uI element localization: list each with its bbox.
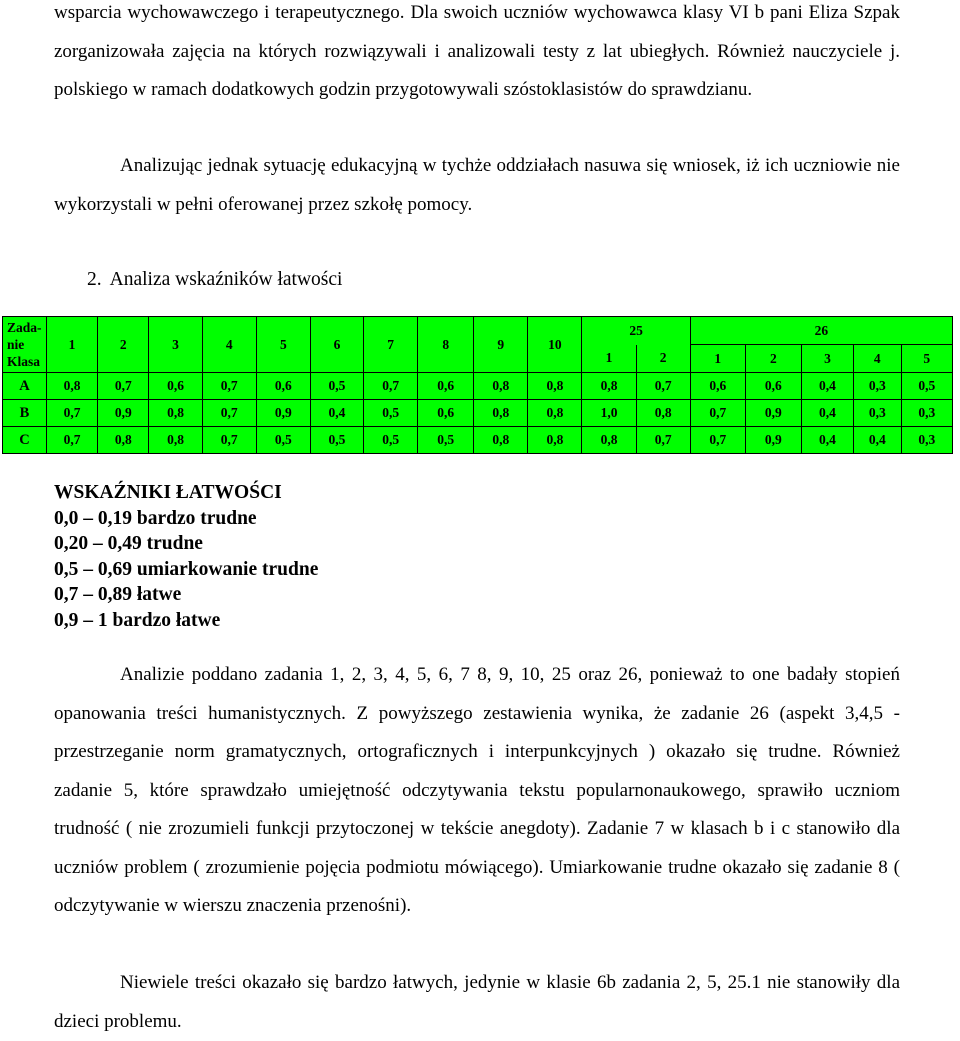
section-heading <box>87 265 342 295</box>
value-cell: 0,7 <box>46 427 97 454</box>
value-cell: 0,9 <box>745 400 801 427</box>
value-cell: 0,6 <box>256 373 310 400</box>
task-header-8: 8 <box>418 317 474 373</box>
legend-title: WSKAŹNIKI ŁATWOŚCI <box>54 482 282 503</box>
value-cell: 0,6 <box>745 373 801 400</box>
value-cell: 0,5 <box>310 427 363 454</box>
corner-label-klasa: Klasa <box>7 354 41 369</box>
legend-item: 0,9 – 1 bardzo łatwe <box>54 609 221 631</box>
value-cell: 0,8 <box>98 427 149 454</box>
value-cell: 0,5 <box>364 427 418 454</box>
subtask-25-1: 1 <box>582 345 636 373</box>
value-cell: 0,9 <box>745 427 801 454</box>
value-cell: 0,4 <box>801 400 853 427</box>
value-cell: 0,7 <box>636 427 690 454</box>
value-cell: 1,0 <box>582 400 636 427</box>
value-cell: 0,3 <box>901 400 952 427</box>
corner-label-nie: nie <box>7 337 25 352</box>
task-header-6: 6 <box>310 317 363 373</box>
value-cell: 0,9 <box>256 400 310 427</box>
task-header-25: 25 <box>582 317 690 345</box>
value-cell: 0,6 <box>418 400 474 427</box>
value-cell: 0,5 <box>418 427 474 454</box>
analysis-text-1: Analizie poddano zadania 1, 2, 3, 4, 5, 6, 7 8, 9, 10, 25 oraz 26, ponieważ to one badały stopień opanowania treści humanistycznych. Z powyższego zestawienia wynika, że zadanie 26 (aspekt 3,4,5 - przestrzeganie norm gramatycznych, ortograficznych i interpunkcyjnych ) okazało się trudne. Również zadanie 5, które sprawdzało umiejętność odczytywania tekstu popularnonaukowego, sprawiło uczniom trudność ( nie zrozumieli funkcji przytoczonej w tekście anegdoty). Zadanie 7 w klasach b i c stanowiło dla uczniów problem ( zrozumienie pojęcia podmiotu mówiącego). Umiarkowanie trudne okazało się zadanie 8 ( odczytywanie w wierszu znaczenia przenośni). <box>54 664 900 916</box>
value-cell: 0,8 <box>474 400 528 427</box>
value-cell: 0,7 <box>364 373 418 400</box>
ease-index-table <box>2 316 953 454</box>
legend-item: 0,0 – 0,19 bardzo trudne <box>54 507 257 529</box>
value-cell: 0,8 <box>149 400 202 427</box>
value-cell: 0,7 <box>690 400 745 427</box>
value-cell: 0,5 <box>310 373 363 400</box>
value-cell: 0,8 <box>636 400 690 427</box>
value-cell: 0,3 <box>901 427 952 454</box>
value-cell: 0,8 <box>474 427 528 454</box>
subtask-26-5: 5 <box>901 345 952 373</box>
subtask-26-3: 3 <box>801 345 853 373</box>
value-cell: 0,6 <box>149 373 202 400</box>
value-cell: 0,8 <box>582 427 636 454</box>
intro-text-2: Analizując jednak sytuację edukacyjną w tychże oddziałach nasuwa się wniosek, iż ich uczniowie nie wykorzystali w pełni oferowanej przez szkołę pomocy. <box>54 155 900 215</box>
task-header-3: 3 <box>149 317 202 373</box>
task-header-9: 9 <box>474 317 528 373</box>
value-cell: 0,7 <box>46 400 97 427</box>
value-cell: 0,6 <box>690 373 745 400</box>
value-cell: 0,7 <box>202 427 256 454</box>
subtask-26-1: 1 <box>690 345 745 373</box>
subtask-25-2: 2 <box>636 345 690 373</box>
legend-item: 0,5 – 0,69 umiarkowanie trudne <box>54 558 319 580</box>
table-row-class-c <box>3 427 953 454</box>
task-header-5: 5 <box>256 317 310 373</box>
value-cell: 0,7 <box>636 373 690 400</box>
value-cell: 0,4 <box>310 400 363 427</box>
task-header-7: 7 <box>364 317 418 373</box>
analysis-paragraph-2 <box>54 964 900 1041</box>
intro-paragraph-2 <box>54 147 900 224</box>
legend-item: 0,20 – 0,49 trudne <box>54 533 203 554</box>
value-cell: 0,7 <box>202 373 256 400</box>
value-cell: 0,7 <box>690 427 745 454</box>
value-cell: 0,7 <box>98 373 149 400</box>
task-header-26: 26 <box>690 317 952 345</box>
class-label-b: B <box>3 400 47 427</box>
value-cell: 0,7 <box>202 400 256 427</box>
analysis-text-2: Niewiele treści okazało się bardzo łatwych, jedynie w klasie 6b zadania 2, 5, 25.1 nie stanowiły dla dzieci problemu. <box>54 972 900 1032</box>
table-header-row <box>3 317 953 345</box>
class-label-c: C <box>3 427 47 454</box>
table-corner-cell <box>3 317 47 373</box>
value-cell: 0,4 <box>801 427 853 454</box>
task-header-4: 4 <box>202 317 256 373</box>
ease-index-legend <box>54 480 318 633</box>
value-cell: 0,5 <box>364 400 418 427</box>
value-cell: 0,8 <box>474 373 528 400</box>
task-header-2: 2 <box>98 317 149 373</box>
value-cell: 0,8 <box>46 373 97 400</box>
subtask-26-4: 4 <box>854 345 901 373</box>
value-cell: 0,3 <box>854 373 901 400</box>
task-header-1: 1 <box>46 317 97 373</box>
value-cell: 0,9 <box>98 400 149 427</box>
value-cell: 0,6 <box>418 373 474 400</box>
value-cell: 0,8 <box>528 427 582 454</box>
subtask-26-2: 2 <box>745 345 801 373</box>
table-row-class-a <box>3 373 953 400</box>
analysis-paragraph-1 <box>54 656 900 926</box>
value-cell: 0,8 <box>149 427 202 454</box>
value-cell: 0,8 <box>528 400 582 427</box>
value-cell: 0,4 <box>801 373 853 400</box>
class-label-a: A <box>3 373 47 400</box>
corner-label-zadanie: Zada- <box>7 320 42 335</box>
task-header-10: 10 <box>528 317 582 373</box>
value-cell: 0,3 <box>854 400 901 427</box>
value-cell: 0,5 <box>256 427 310 454</box>
legend-item: 0,7 – 0,89 łatwe <box>54 584 182 605</box>
table-row-class-b <box>3 400 953 427</box>
value-cell: 0,8 <box>528 373 582 400</box>
section-title: Analiza wskaźników łatwości <box>109 269 343 290</box>
value-cell: 0,8 <box>582 373 636 400</box>
value-cell: 0,4 <box>854 427 901 454</box>
intro-text-1: wsparcia wychowawczego i terapeutycznego. Dla swoich uczniów wychowawca klasy VI b pani Eliza Szpak zorganizowała zajęcia na których rozwiązywali i analizowali testy z lat ubiegłych. Również nauczyciele j. polskiego w ramach dodatkowych godzin przygotowywali szóstoklasistów do sprawdzianu. <box>54 2 900 100</box>
value-cell: 0,5 <box>901 373 952 400</box>
intro-paragraph-1 <box>54 0 900 110</box>
section-number: 2. <box>87 269 102 290</box>
